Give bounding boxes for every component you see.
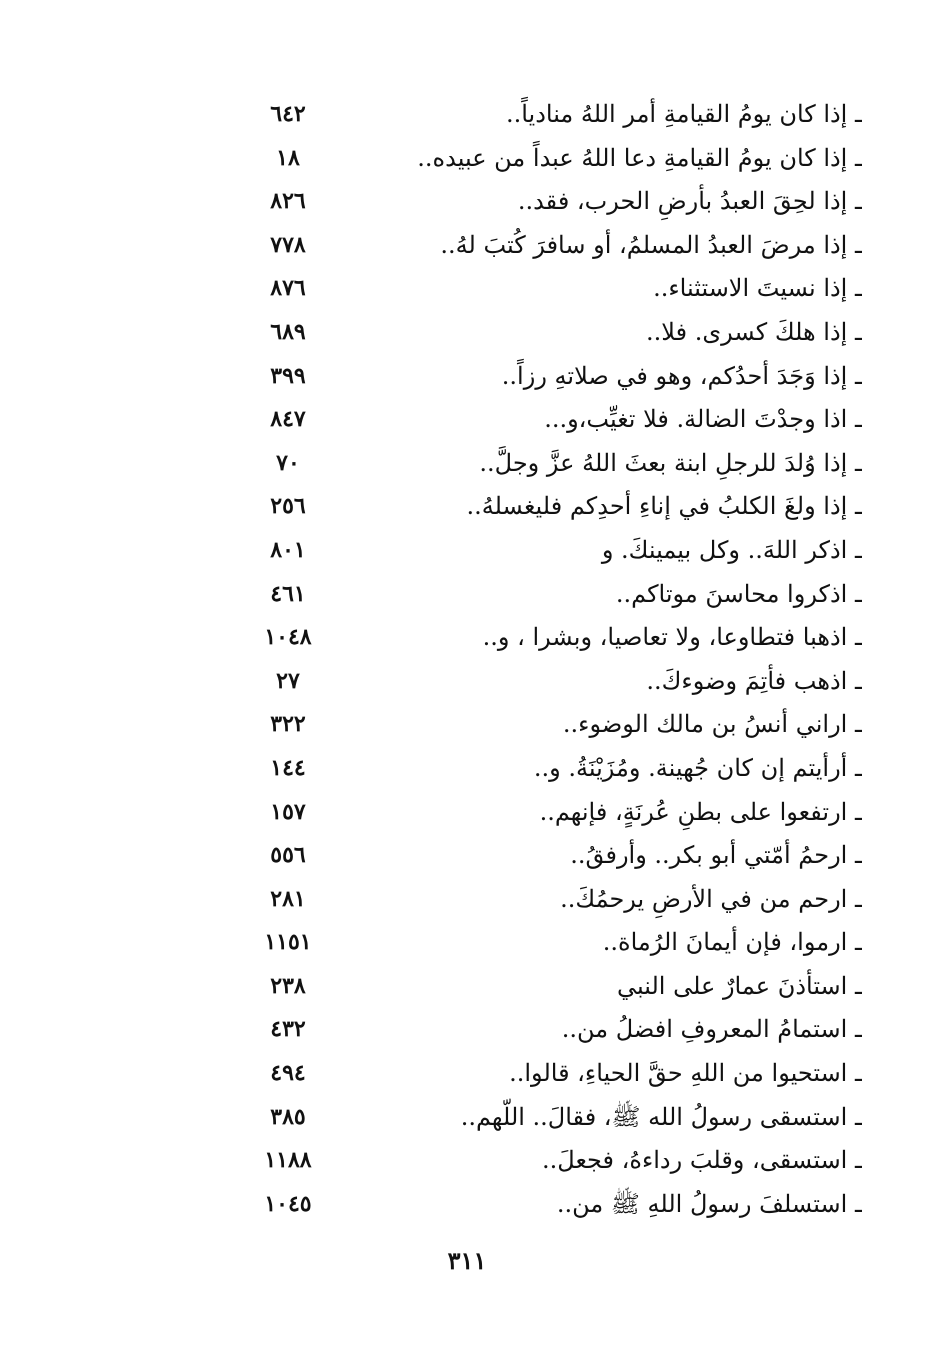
list-item	[250, 791, 862, 835]
entry-text: ـ أرأيتم إن كان جُهينة. ومُزَيْنَةُ. و..	[533, 753, 862, 782]
list-item	[250, 1052, 862, 1096]
list-item	[250, 93, 862, 137]
entry-text: ـ اراني أنسُ بن مالك الوضوء..	[562, 710, 862, 739]
list-item	[250, 1139, 862, 1183]
list-item	[250, 878, 862, 922]
entry-page-number: ٢٧	[276, 667, 300, 694]
list-item	[250, 573, 862, 617]
list-item	[250, 398, 862, 442]
entry-text: ـ اذكر اللهَ.. وكل بيمينكَ. و	[601, 535, 862, 564]
list-item	[250, 660, 862, 704]
entry-text: ـ استسقى رسولُ الله ﷺ، فقالَ.. اللّهم..	[460, 1102, 862, 1131]
list-item	[250, 921, 862, 965]
entry-page-number: ٤٦١	[270, 580, 306, 607]
entry-page-number: ٨٧٦	[270, 275, 306, 302]
entry-text: ـ إذا مرضَ العبدُ المسلمُ، أو سافرَ كُتبَ لهُ..	[440, 230, 862, 259]
list-item	[250, 442, 862, 486]
list-item	[250, 616, 862, 660]
list-item	[250, 1183, 862, 1227]
entry-text: ـ إذا وُلدَ للرجلِ ابنة بعثَ اللهُ عزَّ وجلَّ..	[479, 448, 862, 477]
list-item	[250, 834, 862, 878]
entry-page-number: ١٠٤٨	[264, 624, 312, 651]
entry-text: ـ استمامُ المعروفِ افضلُ من..	[561, 1015, 862, 1044]
entry-text: ـ اذهب فأتِمَ وضوءكَ..	[646, 666, 862, 695]
entry-text: ـ إذا لحِقَ العبدُ بأرضِ الحرب، فقد..	[517, 187, 862, 216]
entry-page-number: ٨٢٦	[270, 188, 306, 215]
entry-page-number: ٨٤٧	[270, 406, 306, 433]
entry-page-number: ١٥٧	[270, 798, 306, 825]
list-item	[250, 747, 862, 791]
entry-page-number: ٧٠	[276, 449, 300, 476]
entry-text: ـ استحيوا من اللهِ حقَّ الحياءِ، قالوا..	[509, 1059, 862, 1088]
entry-text: ـ إذا ولغَ الكلبُ في إناءِ أحدِكم فليغسلهُ..	[466, 492, 862, 521]
entry-page-number: ٦٨٩	[270, 318, 306, 345]
entry-page-number: ١٠٤٥	[264, 1190, 312, 1217]
entry-text: ـ إذا نسيتَ الاستثناء..	[653, 274, 862, 303]
entry-text: ـ استسقى، وقلبَ رداءهُ، فجعلَ..	[542, 1146, 862, 1175]
entry-text: ـ إذا كان يومُ القيامةِ دعا اللهُ عبداً من عبيده..	[417, 143, 862, 172]
entry-page-number: ٢٥٦	[270, 493, 306, 520]
entry-page-number: ١١٥١	[264, 929, 312, 956]
entry-text: ـ استسلفَ رسولُ اللهِ ﷺ من..	[556, 1189, 862, 1218]
list-item	[250, 224, 862, 268]
entry-page-number: ٢٣٨	[270, 972, 306, 999]
list-item	[250, 1096, 862, 1140]
list-item	[250, 311, 862, 355]
entry-page-number: ٣٩٩	[270, 362, 306, 389]
entry-text: ـ اذا وجدْتَ الضالة. فلا تغيِّب،و...	[544, 405, 862, 434]
list-item	[250, 355, 862, 399]
entry-text: ـ ارحم من في الأرضِ يرحمُكَ..	[560, 884, 862, 913]
entry-text: ـ إذا وَجَدَ أحدُكم، وهو في صلاتهِ رزاً..	[501, 361, 862, 390]
entry-page-number: ٦٤٢	[270, 101, 306, 127]
hadith-index-list	[250, 93, 862, 1226]
entry-text: ـ ارتفعوا على بطنِ عُرنَةٍ، فإنهم..	[539, 797, 862, 826]
list-item	[250, 703, 862, 747]
entry-page-number: ١٨	[276, 144, 300, 171]
list-item	[250, 137, 862, 181]
entry-text: ـ ارحمُ أمّتي أبو بكر.. وأرفقُ..	[570, 841, 862, 870]
entry-page-number: ٣٨٥	[270, 1103, 306, 1130]
entry-text: ـ استأذنَ عمارٌ على النبي	[616, 971, 862, 1000]
list-item	[250, 965, 862, 1009]
list-item	[250, 267, 862, 311]
entry-text: ـ اذكروا محاسنَ موتاكم..	[615, 579, 862, 608]
entry-page-number: ٤٩٤	[270, 1060, 306, 1087]
entry-page-number: ٣٢٢	[270, 711, 306, 738]
entry-page-number: ١١٨٨	[264, 1147, 312, 1174]
list-item	[250, 529, 862, 573]
entry-page-number: ٨٠١	[270, 536, 306, 563]
entry-page-number: ٥٥٦	[270, 842, 306, 869]
list-item	[250, 180, 862, 224]
entry-page-number: ٢٨١	[270, 885, 306, 912]
entry-text: ـ إذا هلكَ كسرى. فلا..	[646, 317, 862, 346]
entry-text: ـ إذا كان يومُ القيامةِ أمر اللهُ منادياً..	[505, 100, 862, 128]
entry-page-number: ٤٣٢	[270, 1016, 306, 1043]
entry-page-number: ٧٧٨	[270, 231, 306, 258]
entry-text: ـ ارموا، فإن أيمانَ الرُماة..	[602, 928, 862, 957]
entry-text: ـ اذهبا فتطاوعا، ولا تعاصيا، وبشرا ، و..	[482, 623, 862, 652]
page-number: ٣١١	[447, 1246, 487, 1275]
entry-page-number: ١٤٤	[270, 754, 306, 781]
list-item	[250, 485, 862, 529]
list-item	[250, 1008, 862, 1052]
